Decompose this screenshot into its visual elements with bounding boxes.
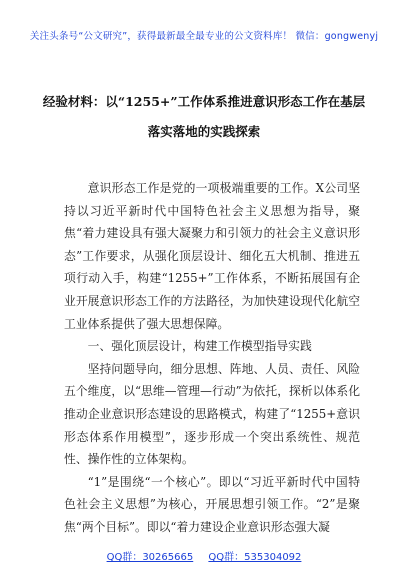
body-paragraph: 意识形态工作是党的一项极端重要的工作。X公司坚持以习近平新时代中国特色社会主义思想为指导，聚焦“着力建设具有强大凝聚力和引领力的社会主义意识形态”工作要求，从强化顶层设计、细化五大机制、推进五项行动入手，构建“1255+”工作体系，不断拓展国有企业开展意识形态工作的方法路径，为加快建设现代化航空工业体系提供了强大思想保障。 xyxy=(64,181,360,331)
document-title-line1: 经验材料：以“1255+”工作体系推进意识形态工作在基层 xyxy=(42,94,366,109)
document-title-line2: 落实落地的实践探索 xyxy=(147,124,261,139)
qq-group-link-2[interactable]: QQ群：535304092 xyxy=(208,552,302,563)
document-body xyxy=(64,177,360,539)
footer xyxy=(0,548,408,563)
body-paragraph: “1”是围绕“一个核心”。即以“习近平新时代中国特色社会主义思想”为核心，开展思想引领工作。“2”是聚焦“两个目标”。即以“着力建设企业意识形态强大凝 xyxy=(64,474,360,534)
body-paragraph: 坚持问题导向，细分思想、阵地、人员、责任、风险五个维度，以“思维—管理—行动”为依托，探析以体系化推动企业意识形态建设的思路模式，构建了“1255+意识形态体系作用模型”，逐步形成一个突出系统性、规范性、操作性的立体架构。 xyxy=(64,361,360,467)
top-banner xyxy=(0,0,408,70)
section-heading: 一、强化顶层设计，构建工作模型指导实践 xyxy=(87,339,312,354)
qq-group-link-1[interactable]: QQ群：30265665 xyxy=(106,552,194,563)
banner-text: 关注头条号“公文研究”，获得最新最全最专业的公文资料库！ 微信：gongwenyj xyxy=(29,31,379,42)
